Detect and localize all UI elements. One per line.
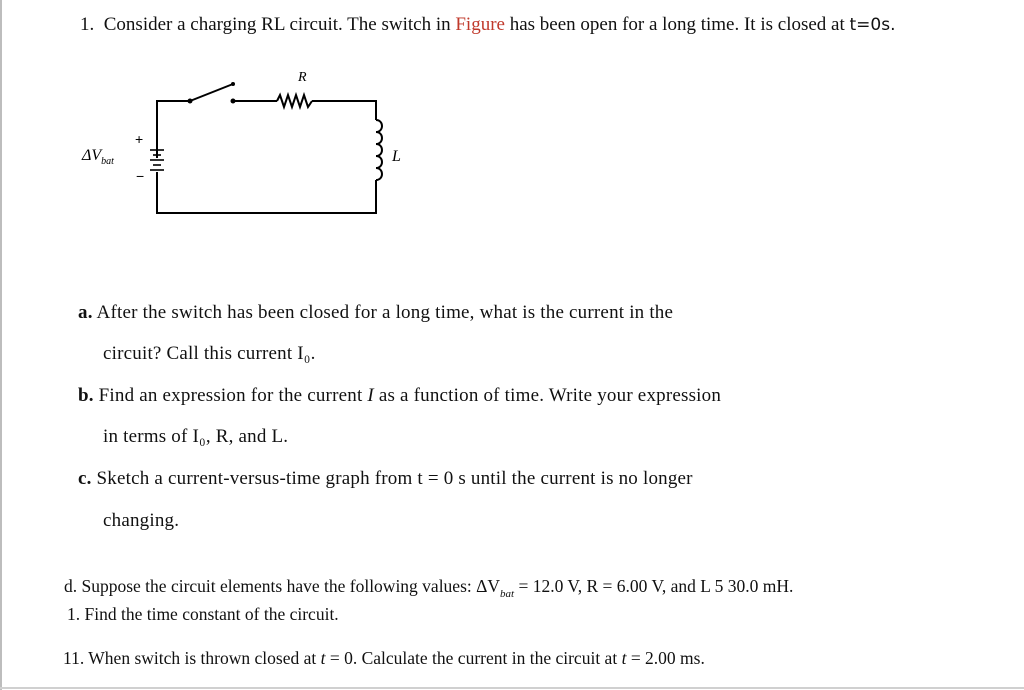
part-c-letter: c.	[78, 468, 92, 489]
question-number: 1.	[80, 14, 95, 35]
battery-plus-sign: +	[135, 131, 144, 147]
question-1-text	[80, 14, 896, 36]
switch-contact	[231, 99, 236, 104]
battery-label	[81, 147, 114, 167]
inductor-coil	[376, 120, 382, 180]
subq11-t2: t	[621, 648, 627, 668]
part-a-line-1	[78, 302, 673, 324]
battery-minus-sign: −	[136, 168, 145, 184]
part-b-letter: b.	[78, 385, 94, 406]
battery-subscript: bat	[101, 156, 114, 167]
part-c-line-1	[78, 468, 693, 490]
part-a-line-2: circuit? Call this current I₀.	[103, 343, 316, 364]
inductor-label: L	[392, 148, 401, 165]
part-a-text-1: After the switch has been closed for a long time, what is the current in the	[92, 302, 674, 323]
question-text-end: has been open for a long time. It is closed at	[504, 14, 850, 35]
part-b-variable: I	[367, 385, 374, 406]
part-b-text-pre: Find an expression for the current	[93, 385, 368, 406]
subq11-text-mid: = 0. Calculate the current in the circuit at	[325, 648, 622, 668]
resistor-zigzag	[277, 95, 312, 107]
resistor-to-inductor-wire	[312, 101, 376, 120]
battery-delta-v: ΔV	[82, 147, 102, 164]
part-b-line-2: in terms of I₀, R, and L.	[103, 426, 289, 447]
part-d-intro	[64, 576, 794, 600]
part-d-text-pre: d. Suppose the circuit elements have the following values: ΔV	[64, 576, 501, 596]
part-d-text-post: = 12.0 V, R = 6.00 V, and L 5 30.0 mH.	[514, 576, 794, 596]
switch-arm	[190, 84, 233, 101]
part-c-line-2: changing.	[103, 510, 180, 531]
bottom-wire	[157, 172, 376, 213]
bottom-border	[0, 687, 1024, 689]
part-c-text-1: Sketch a current-versus-time graph from t = 0 s until the current is no longer	[91, 468, 693, 489]
figure-link[interactable]: Figure	[455, 14, 505, 35]
part-a-letter: a.	[78, 302, 93, 323]
subq11-t1: t	[320, 648, 326, 668]
subq11-text-pre: 11. When switch is thrown closed at	[63, 648, 321, 668]
time-text: t=0s.	[849, 15, 896, 35]
rl-circuit-diagram	[80, 60, 420, 220]
switch-pivot	[188, 99, 193, 104]
part-b-text-post: as a function of time. Write your expression	[373, 385, 722, 406]
part-d-subquestion-1: 1. Find the time constant of the circuit.	[67, 604, 339, 624]
part-d-subscript: bat	[500, 588, 515, 600]
part-d-subquestion-11	[63, 648, 705, 669]
subq11-text-post: = 2.00 ms.	[626, 648, 705, 668]
part-b-line-1	[78, 385, 721, 407]
switch-tip	[231, 82, 235, 86]
left-border	[0, 0, 2, 690]
question-text-start: Consider a charging RL circuit. The switch in	[103, 14, 456, 35]
resistor-label: R	[298, 70, 307, 85]
